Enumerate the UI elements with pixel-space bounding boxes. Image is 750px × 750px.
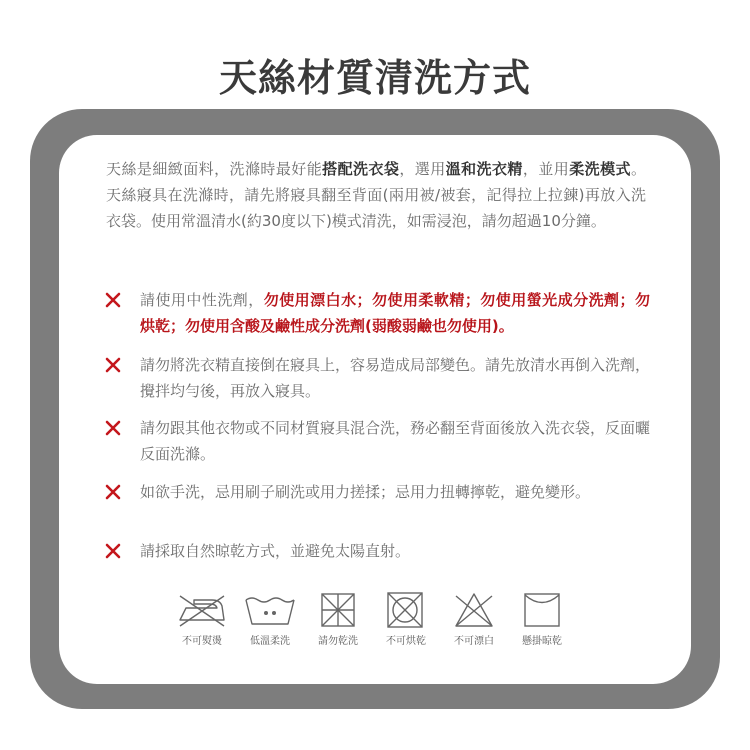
rule-text-2: 請勿將洗衣精直接倒在寢具上，容易造成局部變色。請先放清水再倒入洗劑，攪拌均勻後，再放入寢具。 xyxy=(140,356,651,400)
care-icon-label: 請勿乾洗 xyxy=(318,636,358,647)
low-temp-wash-icon xyxy=(240,592,300,628)
rule-1-warning: 勿使用漂白水；勿使用柔軟精；勿使用螢光成分洗劑；勿烘乾；勿使用含酸及鹼性成分洗劑(弱酸弱鹼也勿使用)。 xyxy=(140,291,650,335)
rule-text-1 xyxy=(140,287,650,339)
rule-item-1 xyxy=(104,287,650,339)
rule-item-5 xyxy=(104,538,650,564)
care-icon-cell xyxy=(236,592,304,648)
no-iron-icon xyxy=(172,592,232,628)
care-icon-label: 低溫柔洗 xyxy=(250,636,290,647)
intro-text-1: 天絲是細緻面料，洗滌時最好能 xyxy=(106,160,323,178)
rule-item-4 xyxy=(104,479,650,505)
rule-item-2 xyxy=(104,352,650,404)
rule-1-text: 請使用中性洗劑， xyxy=(140,291,264,309)
care-icon-cell xyxy=(372,592,440,648)
intro-text-4: 。天絲寢具在洗滌時，請先將寢具翻至背面(兩用被/被套，記得拉上拉鍊)再放入洗衣袋。使用常溫清水(約30度以下)模式清洗，如需浸泡，請勿超過10分鐘。 xyxy=(106,160,646,230)
intro-bold-2: 溫和洗衣精 xyxy=(445,160,523,178)
care-icons-row xyxy=(168,592,576,648)
x-icon xyxy=(104,287,128,313)
intro-paragraph xyxy=(106,156,646,234)
no-bleach-icon xyxy=(444,592,504,628)
hang-dry-icon xyxy=(512,592,572,628)
intro-text-2: ，選用 xyxy=(399,160,446,178)
no-dry-icon xyxy=(376,592,436,628)
care-icon-cell xyxy=(304,592,372,648)
x-icon xyxy=(104,352,128,378)
page-title: 天絲材質清洗方式 xyxy=(218,56,531,100)
x-icon xyxy=(104,538,128,564)
rule-text-5: 請採取自然晾乾方式，並避免太陽直射。 xyxy=(140,542,411,560)
care-icon-label: 懸掛晾乾 xyxy=(522,636,562,647)
care-icon-label: 不可熨燙 xyxy=(182,636,222,647)
care-icon-label: 不可烘乾 xyxy=(386,636,426,647)
intro-bold-1: 搭配洗衣袋 xyxy=(322,160,400,178)
rule-text-4: 如欲手洗，忌用刷子刷洗或用力搓揉；忌用力扭轉擰乾，避免變形。 xyxy=(140,483,591,501)
x-icon xyxy=(104,479,128,505)
rule-item-3 xyxy=(104,415,650,467)
rule-text-3: 請勿跟其他衣物或不同材質寢具混合洗，務必翻至背面後放入洗衣袋，反面曬反面洗滌。 xyxy=(140,419,651,463)
x-icon xyxy=(104,415,128,441)
no-tumble-dry-icon xyxy=(308,592,368,628)
care-icon-label: 不可漂白 xyxy=(454,636,494,647)
care-icon-cell xyxy=(508,592,576,648)
care-icon-cell xyxy=(440,592,508,648)
care-icon-cell xyxy=(168,592,236,648)
intro-bold-3: 柔洗模式 xyxy=(569,160,631,178)
intro-text-3: ，並用 xyxy=(522,160,570,178)
